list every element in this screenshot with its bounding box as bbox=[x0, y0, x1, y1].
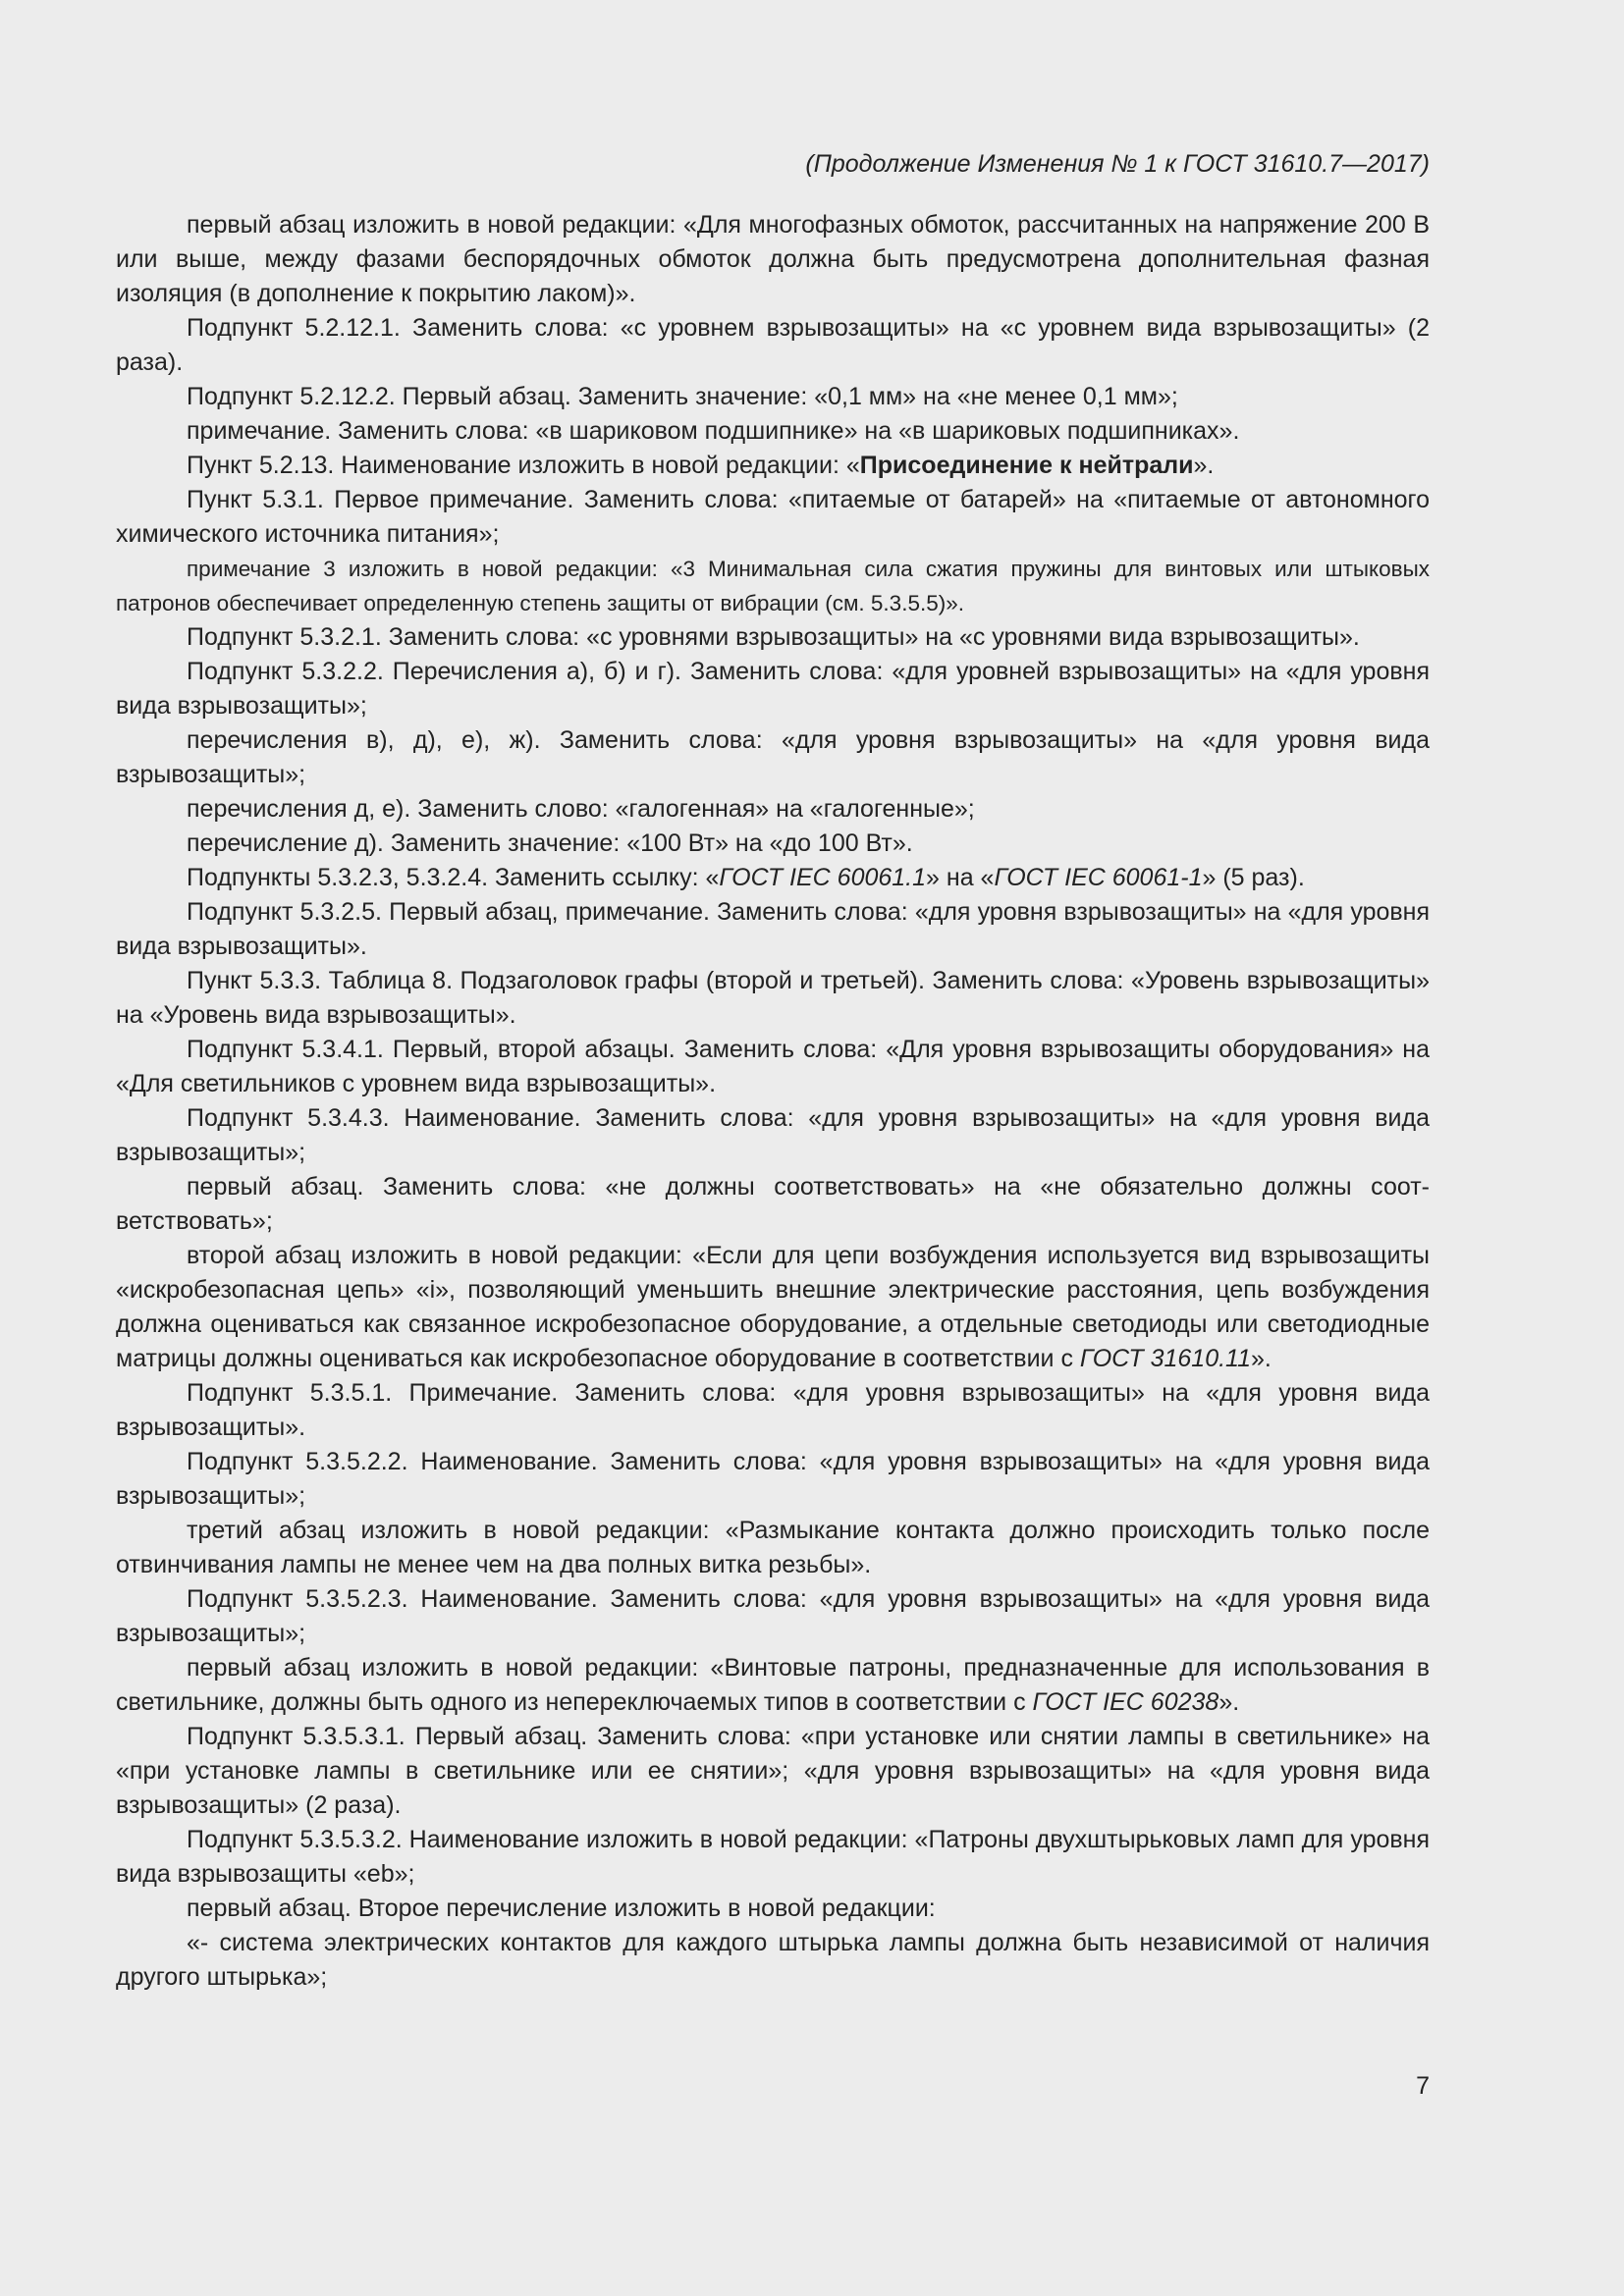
paragraph bbox=[116, 1892, 1430, 1926]
paragraph bbox=[116, 792, 1430, 827]
standard-reference: ГОСТ IEC 60061-1 bbox=[994, 864, 1203, 891]
paragraph-text: ». bbox=[1193, 452, 1215, 479]
paragraph-text: «- система электрических контактов для каждого штырька лампы должна быть независимой от наличия другого штырька»; bbox=[116, 1929, 1430, 1991]
paragraph-text: Подпункт 5.3.2.1. Заменить слова: «с уровнями взрывозащиты» на «с уровнями вида взрывозащиты». bbox=[187, 623, 1360, 651]
paragraph-text: Пункт 5.3.1. Первое примечание. Заменить слова: «питаемые от батарей» на «питаемые от автономного химического источника питания»; bbox=[116, 486, 1430, 548]
paragraph bbox=[116, 964, 1430, 1033]
paragraph bbox=[116, 1514, 1430, 1582]
paragraph bbox=[116, 1651, 1430, 1720]
paragraph-text: Подпункт 5.2.12.1. Заменить слова: «с уровнем взрывозащиты» на «с уровнем вида взрывозащиты» (2 раза). bbox=[116, 314, 1430, 376]
paragraph bbox=[116, 827, 1430, 861]
paragraph bbox=[116, 1239, 1430, 1376]
paragraph bbox=[116, 1926, 1430, 1995]
paragraph bbox=[116, 1033, 1430, 1101]
paragraph-text: примечание. Заменить слова: «в шариковом подшипнике» на «в шариковых подшипниках». bbox=[187, 417, 1240, 445]
paragraph-text: третий абзац изложить в новой редакции: «Размыкание контакта должно происходить только после отвинчивания лампы не менее чем на два полных витка резьбы». bbox=[116, 1517, 1430, 1578]
paragraph-text: Подпункт 5.3.5.2.3. Наименование. Заменить слова: «для уровня взрывозащиты» на «для уровня вида взрывозащиты»; bbox=[116, 1585, 1430, 1647]
paragraph bbox=[116, 1101, 1430, 1170]
paragraph-text: перечисления д, е). Заменить слово: «галогенная» на «галогенные»; bbox=[187, 795, 975, 823]
paragraph-text: ». bbox=[1218, 1688, 1240, 1716]
paragraph-text: первый абзац изложить в новой редакции: «Винтовые патроны, предназначенные для использования в светильнике, должны быть одного из непереключаемых типов в соответствии с bbox=[116, 1654, 1430, 1716]
paragraph bbox=[116, 414, 1430, 449]
paragraph-text: Пункт 5.2.13. Наименование изложить в новой редакции: « bbox=[187, 452, 860, 479]
paragraph-text: » на « bbox=[926, 864, 995, 891]
paragraph-text: примечание 3 изложить в новой редакции: «3 Минимальная сила сжатия пружины для винтовых или штыковых патронов обеспечивает определенную степень защиты от вибрации (см. 5.3.5.5)». bbox=[116, 557, 1430, 615]
paragraph-text: перечисление д). Заменить значение: «100 Вт» на «до 100 Вт». bbox=[187, 829, 913, 857]
paragraph-text: второй абзац изложить в новой редакции: «Если для цепи возбуждения используется вид взрывозащиты «искробезопасная цепь» «i», позволяющий уменьшить внешние электрические расстояния, цепь возбуждения должна оцениваться как связанное искробезопасное оборудование, а отдельные светодиоды или светодиодные матрицы должны оцениваться как искробезопасное оборудование в соответствии с bbox=[116, 1242, 1430, 1372]
paragraph-text: первый абзац. Заменить слова: «не должны соответствовать» на «не обязательно должны соответствовать»; bbox=[116, 1173, 1430, 1235]
paragraph bbox=[116, 620, 1430, 655]
paragraph-text: Подпункт 5.3.4.1. Первый, второй абзацы. Заменить слова: «Для уровня взрывозащиты оборудования» на «Для светильников с уровнем вида взрывозащиты». bbox=[116, 1036, 1430, 1097]
paragraph-text: Подпункт 5.3.5.2.2. Наименование. Заменить слова: «для уровня взрывозащиты» на «для уровня вида взрывозащиты»; bbox=[116, 1448, 1430, 1510]
paragraph bbox=[116, 723, 1430, 792]
paragraph-text: Подпункт 5.3.4.3. Наименование. Заменить слова: «для уровня взрывозащиты» на «для уровня вида взрывозащиты»; bbox=[116, 1104, 1430, 1166]
standard-reference: ГОСТ IEC 60238 bbox=[1032, 1688, 1219, 1716]
bold-title: Присоединение к нейтрали bbox=[859, 452, 1194, 479]
continuation-header: (Продолжение Изменения № 1 к ГОСТ 31610.7—2017) bbox=[805, 150, 1430, 178]
paragraph-text: Пункт 5.3.3. Таблица 8. Подзаголовок графы (второй и третьей). Заменить слова: «Уровень взрывозащиты» на «Уровень вида взрывозащиты». bbox=[116, 967, 1430, 1029]
page-number: 7 bbox=[1416, 2072, 1430, 2100]
paragraph bbox=[116, 1376, 1430, 1445]
paragraph bbox=[116, 1720, 1430, 1823]
paragraph-text: Подпункт 5.3.2.5. Первый абзац, примечание. Заменить слова: «для уровня взрывозащиты» на «для уровня вида взрывозащиты». bbox=[116, 898, 1430, 960]
paragraph-text: Подпункт 5.3.5.3.2. Наименование изложить в новой редакции: «Патроны двухштырьковых ламп для уровня вида взрывозащиты «eb»; bbox=[116, 1826, 1430, 1888]
paragraph-text: перечисления в), д), е), ж). Заменить слова: «для уровня взрывозащиты» на «для уровня вида взрывозащиты»; bbox=[116, 726, 1430, 788]
paragraph-text: первый абзац. Второе перечисление изложить в новой редакции: bbox=[187, 1895, 936, 1922]
paragraph bbox=[116, 655, 1430, 723]
paragraph-text: Подпункт 5.3.2.2. Перечисления а), б) и г). Заменить слова: «для уровней взрывозащиты» на «для уровня вида взрывозащиты»; bbox=[116, 658, 1430, 720]
paragraph-text: Подпункты 5.3.2.3, 5.3.2.4. Заменить ссылку: « bbox=[187, 864, 720, 891]
paragraph-text: Подпункт 5.3.5.1. Примечание. Заменить слова: «для уровня взрывозащиты» на «для уровня вида взрывозащиты». bbox=[116, 1379, 1430, 1441]
paragraph-text: ». bbox=[1251, 1345, 1272, 1372]
paragraph bbox=[116, 1445, 1430, 1514]
paragraph bbox=[116, 311, 1430, 380]
paragraph bbox=[116, 1170, 1430, 1239]
paragraph bbox=[116, 1582, 1430, 1651]
paragraph-text: Подпункт 5.2.12.2. Первый абзац. Заменить значение: «0,1 мм» на «не менее 0,1 мм»; bbox=[187, 383, 1178, 410]
standard-reference: ГОСТ 31610.11 bbox=[1079, 1345, 1251, 1372]
paragraph bbox=[116, 380, 1430, 414]
paragraph-text: » (5 раз). bbox=[1202, 864, 1305, 891]
paragraph bbox=[116, 861, 1430, 895]
paragraph bbox=[116, 483, 1430, 552]
paragraph bbox=[116, 449, 1430, 483]
standard-reference: ГОСТ IEC 60061.1 bbox=[719, 864, 927, 891]
document-body bbox=[116, 208, 1430, 1995]
paragraph bbox=[116, 208, 1430, 311]
paragraph-text: Подпункт 5.3.5.3.1. Первый абзац. Заменить слова: «при установке или снятии лампы в светильнике» на «при установке лампы в светильнике или ее снятии»; «для уровня взрывозащиты» на «для уровня вида взрывозащиты» (2 раза). bbox=[116, 1723, 1430, 1819]
paragraph bbox=[116, 1823, 1430, 1892]
paragraph-text: первый абзац изложить в новой редакции: «Для многофазных обмоток, рассчитанных на напряжение 200 В или выше, между фазами беспорядочных обмоток должна быть предусмотрена дополнительная фазная изоляция (в дополнение к покрытию лаком)». bbox=[116, 211, 1430, 307]
paragraph bbox=[116, 895, 1430, 964]
paragraph bbox=[116, 552, 1430, 620]
